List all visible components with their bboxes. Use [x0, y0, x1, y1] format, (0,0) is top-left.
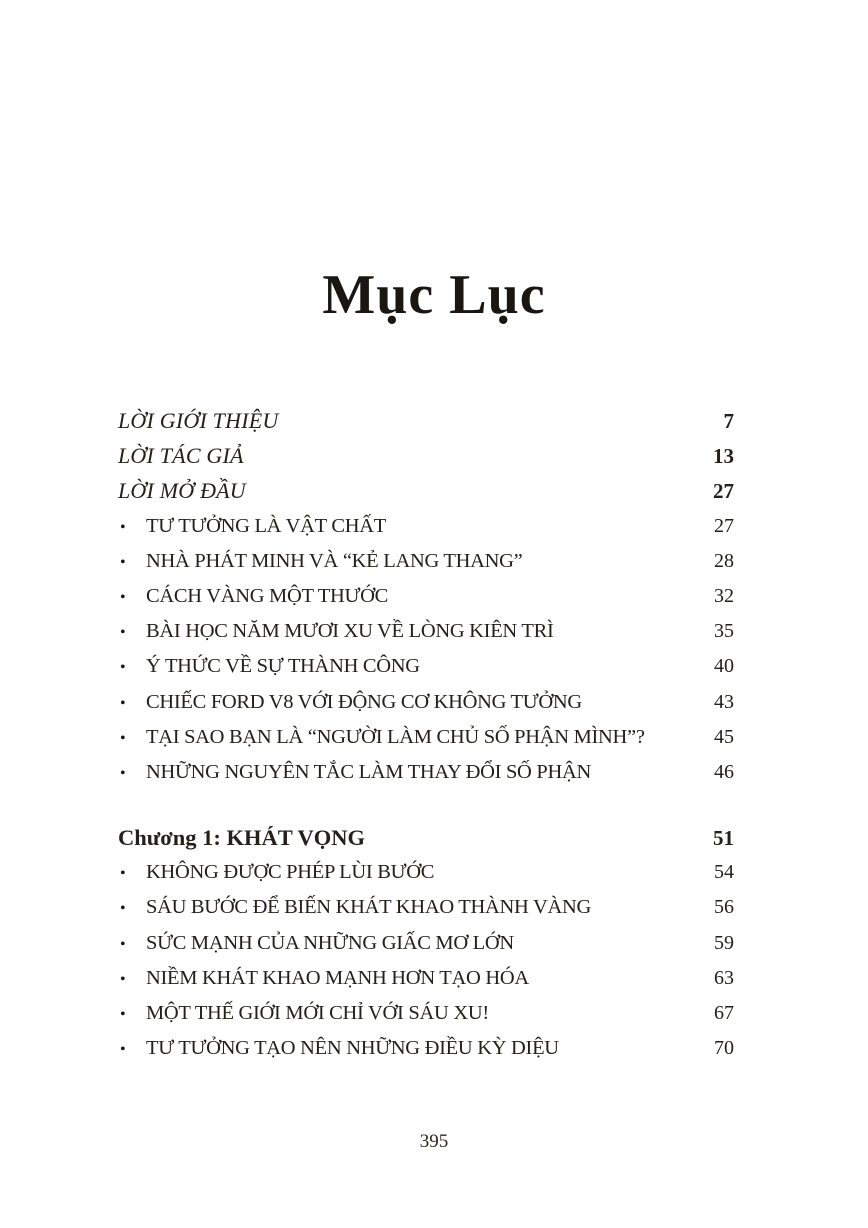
toc-entry-preface[interactable]: [118, 473, 734, 508]
toc-subentry-label: NHỮNG NGUYÊN TẮC LÀM THAY ĐỔI SỐ PHẬN: [146, 760, 592, 783]
toc-subentry-page: 70: [714, 1037, 734, 1060]
toc-subentry-label: NIỀM KHÁT KHAO MẠNH HƠN TẠO HÓA: [146, 966, 529, 989]
toc-subentry-page: 45: [714, 725, 734, 748]
toc-subentry[interactable]: [118, 961, 734, 996]
page-title: Mục Lục: [322, 263, 546, 326]
toc-entry-page: 13: [713, 444, 734, 469]
bullet-icon: •: [120, 729, 126, 747]
toc-subentry-page: 43: [714, 690, 734, 713]
toc-subentry-page: 27: [714, 514, 734, 537]
bullet-icon: •: [120, 900, 126, 918]
toc-subentry[interactable]: [118, 614, 734, 649]
toc-entry-introduction[interactable]: [118, 403, 734, 438]
toc-entry-label: LỜI GIỚI THIỆU: [118, 408, 279, 433]
bullet-icon: •: [120, 588, 126, 606]
toc-subentry-page: 46: [714, 760, 734, 783]
toc-subentry-page: 32: [714, 584, 734, 607]
bullet-icon: •: [120, 764, 126, 782]
bullet-icon: •: [120, 553, 126, 571]
section-spacer: [118, 790, 734, 820]
toc-subentry-label: BÀI HỌC NĂM MƯƠI XU VỀ LÒNG KIÊN TRÌ: [146, 620, 554, 643]
toc-subentry-label: Ý THỨC VỀ SỰ THÀNH CÔNG: [146, 655, 420, 678]
toc-subentry[interactable]: [118, 685, 734, 720]
toc-subentry[interactable]: [118, 579, 734, 614]
toc-subentry-page: 63: [714, 966, 734, 989]
toc-subentry[interactable]: [118, 544, 734, 579]
toc-entry-label: LỜI MỞ ĐẦU: [118, 478, 246, 504]
toc-subentry-label: SÁU BƯỚC ĐỂ BIẾN KHÁT KHAO THÀNH VÀNG: [146, 896, 591, 919]
toc-subentry-label: MỘT THẾ GIỚI MỚI CHỈ VỚI SÁU XU!: [146, 1002, 489, 1024]
bullet-icon: •: [120, 935, 126, 953]
toc-subentry-page: 40: [714, 655, 734, 678]
toc-subentry-label: NHÀ PHÁT MINH VÀ “KẺ LANG THANG”: [146, 549, 523, 572]
toc-subentry[interactable]: [118, 649, 734, 684]
toc-subentry[interactable]: [118, 855, 734, 890]
toc-entry-page: 7: [723, 409, 734, 433]
bullet-icon: •: [120, 694, 126, 712]
toc-subentry-page: 54: [714, 861, 734, 884]
toc-entry-page: 27: [713, 479, 734, 504]
toc-subentry-label: CHIẾC FORD V8 VỚI ĐỘNG CƠ KHÔNG TƯỞNG: [146, 690, 582, 713]
toc-subentry[interactable]: [118, 720, 734, 755]
toc-subentry-page: 28: [714, 549, 734, 572]
bullet-icon: •: [120, 624, 126, 642]
toc-entry-author-note[interactable]: [118, 438, 734, 473]
toc-subentry-page: 67: [714, 1002, 734, 1024]
toc-subentry-label: KHÔNG ĐƯỢC PHÉP LÙI BƯỚC: [146, 861, 435, 884]
bullet-icon: •: [120, 970, 126, 988]
page-number: 395: [419, 1131, 449, 1152]
toc-subentry-label: TƯ TƯỞNG TẠO NÊN NHỮNG ĐIỀU KỲ DIỆU: [146, 1037, 559, 1060]
chapter-page: 51: [713, 826, 734, 851]
bullet-icon: •: [120, 518, 126, 536]
table-of-contents: [118, 403, 734, 1066]
chapter-title: Chương 1: KHÁT VỌNG: [118, 825, 366, 851]
bullet-icon: •: [120, 865, 126, 883]
bullet-icon: •: [120, 659, 126, 677]
toc-subentry-label: SỨC MẠNH CỦA NHỮNG GIẤC MƠ LỚN: [146, 931, 514, 954]
toc-subentry[interactable]: [118, 509, 734, 544]
bullet-icon: •: [120, 1041, 126, 1059]
toc-entry-chapter-1[interactable]: [118, 820, 734, 855]
toc-subentry-page: 35: [714, 620, 734, 643]
toc-subentry-page: 56: [714, 896, 734, 919]
toc-subentry-label: TƯ TƯỞNG LÀ VẬT CHẤT: [146, 514, 386, 537]
toc-subentry-label: TẠI SAO BẠN LÀ “NGƯỜI LÀM CHỦ SỐ PHẬN MÌNH”?: [146, 725, 645, 748]
bullet-icon: •: [120, 1006, 126, 1023]
toc-subentry-page: 59: [714, 931, 734, 954]
toc-entry-label: LỜI TÁC GIẢ: [118, 443, 244, 469]
toc-subentry[interactable]: [118, 926, 734, 961]
toc-subentry[interactable]: [118, 890, 734, 925]
toc-subentry[interactable]: [118, 996, 734, 1031]
toc-subentry-label: CÁCH VÀNG MỘT THƯỚC: [146, 584, 389, 607]
toc-subentry[interactable]: [118, 1031, 734, 1066]
toc-subentry[interactable]: [118, 755, 734, 790]
